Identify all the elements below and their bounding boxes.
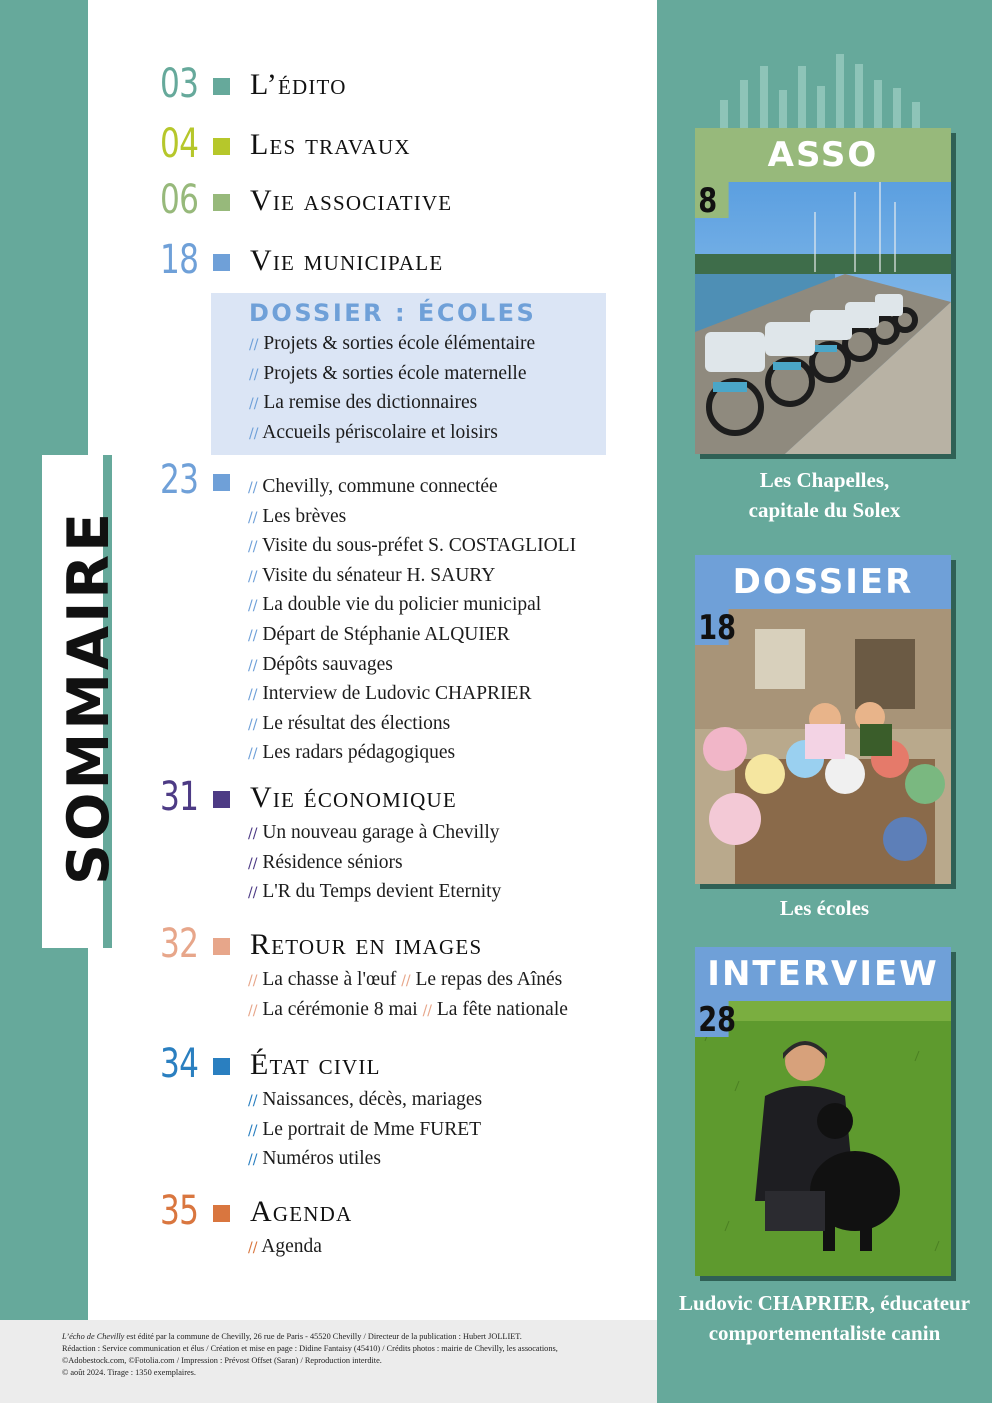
toc-section-35[interactable] (160, 1189, 630, 1263)
square-bullet-icon (213, 78, 230, 95)
list-item[interactable]: // Le résultat des élections (248, 712, 451, 734)
list-item[interactable]: // Le portrait de Mme FURET (248, 1118, 482, 1140)
solex-photo (695, 182, 951, 454)
list-item[interactable]: // Les radars pédagogiques (248, 742, 456, 764)
list-item[interactable]: // Un nouveau garage à Chevilly (248, 822, 500, 843)
square-bullet-icon (213, 1205, 230, 1222)
section-title: Vie économique (250, 781, 457, 814)
toc-section-34[interactable] (160, 1042, 630, 1175)
page-number: 31 (160, 774, 199, 820)
page-number-badge: 28 (695, 1001, 729, 1037)
square-bullet-icon (213, 938, 230, 955)
list-item[interactable]: // La remise des dictionnaires (249, 392, 478, 414)
list-item[interactable]: // Visite du sénateur H. SAURY (248, 564, 496, 586)
list-item[interactable]: // La cérémonie 8 mai // La fête nationale (248, 998, 568, 1020)
page-number: 32 (160, 921, 199, 967)
list-item[interactable]: // Visite du sous-préfet S. COSTAGLIOLI (248, 535, 577, 557)
page-number: 23 (160, 457, 199, 503)
toc-section-18[interactable] (160, 238, 630, 282)
square-bullet-icon (213, 138, 230, 155)
page-number-badge: 18 (695, 609, 729, 645)
section-title: État civil (250, 1048, 381, 1081)
dossier-title: DOSSIER : ÉCOLES (249, 299, 537, 327)
list-item[interactable]: // L'R du Temps devient Eternity (248, 881, 502, 903)
dossier-ecoles-box[interactable] (211, 293, 606, 455)
decorative-equalizer-bars (720, 0, 920, 128)
list-item[interactable]: // Départ de Stéphanie ALQUIER (248, 623, 510, 645)
list-item[interactable]: // Les brèves (248, 505, 347, 527)
card-caption-interview: Ludovic CHAPRIER, éducateur comportementaliste canin (678, 1291, 971, 1345)
feature-card-interview[interactable] (695, 947, 951, 1276)
toc-section-23[interactable] (160, 458, 630, 769)
section-title: Retour en images (250, 928, 483, 961)
toc-section-31[interactable] (160, 775, 630, 908)
list-item[interactable]: // Interview de Ludovic CHAPRIER (248, 683, 532, 705)
list-item[interactable]: // Accueils périscolaire et loisirs (249, 421, 498, 443)
section-title: Vie municipale (250, 244, 444, 277)
section-title: Agenda (250, 1195, 353, 1228)
section-title: L’édito (250, 68, 347, 101)
card-caption-asso: Les Chapelles, capitale du Solex (748, 468, 901, 522)
toc-section-03[interactable] (160, 62, 630, 106)
card-label: INTERVIEW (695, 947, 951, 1001)
list-item[interactable]: // Naissances, décès, mariages (248, 1089, 483, 1110)
page-number: 03 (160, 61, 199, 107)
page-number: 34 (160, 1041, 199, 1087)
publication-credits: L’écho de Chevilly est édité par la commune de Chevilly, 26 rue de Paris - 45520 Chevilly / Directeur de la publication : Hubert JOLLIET. Rédaction : Service communication et élus / Création et mise en page : Didine Fantaisy (45410) / Crédits photos : mairie de Chevilly, les assocations, ©Adobestock.com, ©Fotolia.com / Impression : Prévost Offset (Saran) / Reproduction interdite. © août 2024. Tirage : 1350 exemplaires. (0, 1320, 657, 1403)
list-item[interactable]: // Dépôts sauvages (248, 653, 393, 675)
square-bullet-icon (213, 254, 230, 271)
card-label: ASSO (695, 128, 951, 182)
feature-card-dossier[interactable] (695, 555, 951, 884)
square-bullet-icon (213, 1058, 230, 1075)
list-item[interactable]: // Agenda (248, 1236, 322, 1257)
list-item[interactable]: // Projets & sorties école élémentaire (249, 333, 536, 354)
interview-photo (695, 1001, 951, 1276)
square-bullet-icon (213, 791, 230, 808)
page-number: 04 (160, 121, 199, 167)
toc-section-04[interactable] (160, 122, 630, 166)
page-number: 06 (160, 177, 199, 223)
list-item[interactable]: // Projets & sorties école maternelle (249, 362, 527, 384)
list-item[interactable]: // Numéros utiles (248, 1148, 381, 1170)
toc-section-06[interactable] (160, 178, 630, 222)
section-title: Vie associative (250, 184, 453, 217)
page-number: 18 (160, 237, 199, 283)
feature-card-asso[interactable] (695, 128, 951, 454)
square-bullet-icon (213, 194, 230, 211)
section-title: Les travaux (250, 128, 411, 161)
card-label: DOSSIER (695, 555, 951, 609)
toc-section-32[interactable] (160, 922, 630, 1025)
list-item[interactable]: // Résidence séniors (248, 851, 403, 873)
list-item[interactable]: // Chevilly, commune connectée (248, 476, 498, 497)
page-number: 35 (160, 1188, 199, 1234)
page-number-badge: 8 (695, 182, 729, 218)
list-item[interactable]: // La chasse à l'œuf // Le repas des Aînés (248, 969, 563, 990)
ecoles-photo (695, 609, 951, 884)
list-item[interactable]: // La double vie du policier municipal (248, 594, 542, 616)
card-caption-dossier: Les écoles (779, 896, 870, 920)
sommaire-label: SOMMAIRE (56, 509, 122, 885)
